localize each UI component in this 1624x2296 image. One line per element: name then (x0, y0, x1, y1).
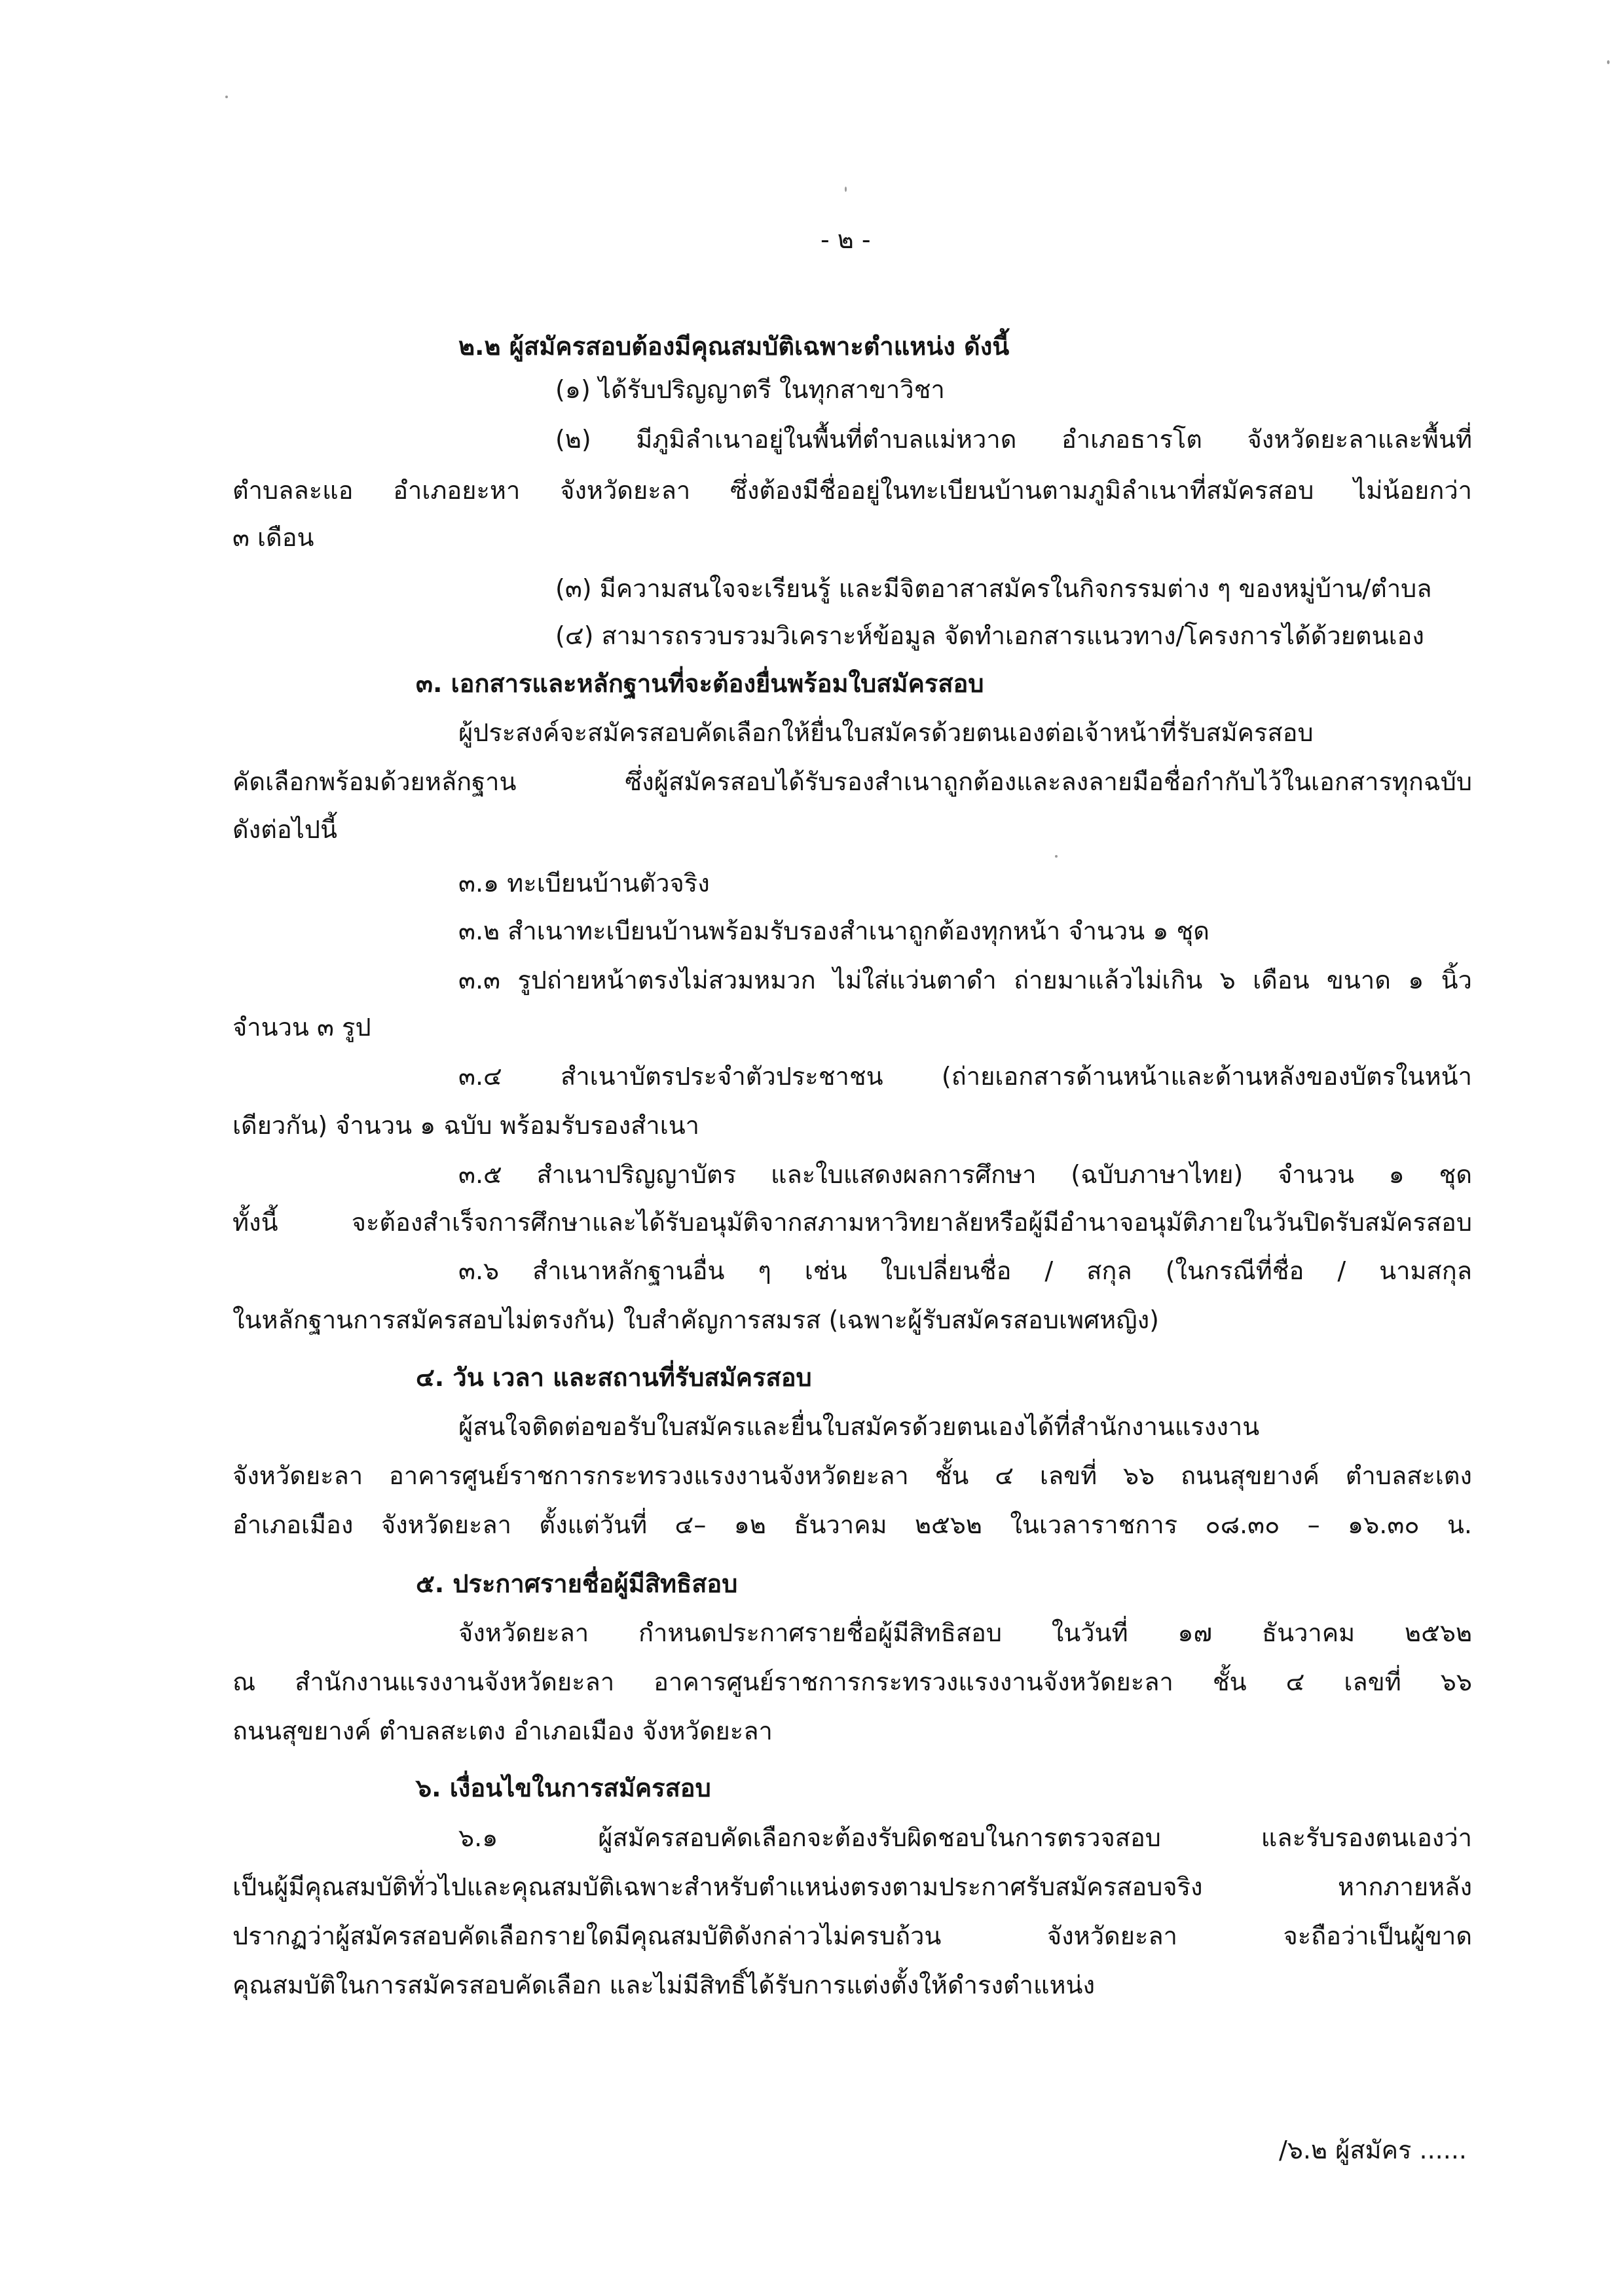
document-item-3-6-line-1: ๓.๖ สำเนาหลักฐานอื่น ๆ เช่น ใบเปลี่ยนชื่อ / สกุล (ในกรณีที่ชื่อ / นามสกุล (458, 1256, 1472, 1285)
condition-6-1-line-3: ปรากฏว่าผู้สมัครสอบคัดเลือกรายใดมีคุณสมบัติดังกล่าวไม่ครบถ้วน จังหวัดยะลา จะถือว่าเป็นผู้ขาด (232, 1922, 1472, 1950)
qualification-4: (๔) สามารถรวบรวมวิเคราะห์ข้อมูล จัดทำเอกสารแนวทาง/โครงการได้ด้วยตนเอง (555, 621, 1424, 650)
qualification-2-line-2: ตำบลละแอ อำเภอยะหา จังหวัดยะลา ซึ่งต้องมีชื่ออยู่ในทะเบียนบ้านตามภูมิลำเนาที่สมัครสอบ ไม่น้อยกว่า (232, 476, 1472, 505)
scan-speck (1607, 60, 1610, 64)
document-item-3-5-line-2: ทั้งนี้ จะต้องสำเร็จการศึกษาและได้รับอนุมัติจากสภามหาวิทยาลัยหรือผู้มีอำนาจอนุมัติภายในวันปิดรับสมัครสอบ (232, 1208, 1472, 1237)
section-3-para-line-1: ผู้ประสงค์จะสมัครสอบคัดเลือกให้ยื่นใบสมัครด้วยตนเองต่อเจ้าหน้าที่รับสมัครสอบ (458, 718, 1314, 747)
document-item-3-6-line-2: ในหลักฐานการสมัครสอบไม่ตรงกัน) ใบสำคัญการสมรส (เฉพาะผู้รับสมัครสอบเพศหญิง) (232, 1305, 1159, 1334)
section-3-heading: ๓. เอกสารและหลักฐานที่จะต้องยื่นพร้อมใบสมัครสอบ (416, 669, 984, 698)
section-4-para-line-3: อำเภอเมือง จังหวัดยะลา ตั้งแต่วันที่ ๔– ๑๒ ธันวาคม ๒๕๖๒ ในเวลาราชการ ๐๘.๓๐ – ๑๖.๓๐ น. (232, 1510, 1472, 1539)
document-item-3-5-line-1: ๓.๕ สำเนาปริญญาบัตร และใบแสดงผลการศึกษา (ฉบับภาษาไทย) จำนวน ๑ ชุด (458, 1160, 1472, 1189)
document-item-3-3-line-2: จำนวน ๓ รูป (232, 1013, 371, 1042)
section-5-para-line-2: ณ สำนักงานแรงงานจังหวัดยะลา อาคารศูนย์ราชการกระทรวงแรงงานจังหวัดยะลา ชั้น ๔ เลขที่ ๖๖ (232, 1667, 1472, 1696)
section-4-heading: ๔. วัน เวลา และสถานที่รับสมัครสอบ (416, 1363, 812, 1392)
qualification-1: (๑) ได้รับปริญญาตรี ในทุกสาขาวิชา (555, 375, 945, 404)
qualification-3: (๓) มีความสนใจจะเรียนรู้ และมีจิตอาสาสมัครในกิจกรรมต่าง ๆ ของหมู่บ้าน/ตำบล (555, 574, 1432, 603)
section-5-para-line-3: ถนนสุขยางค์ ตำบลสะเตง อำเภอเมือง จังหวัดยะลา (232, 1717, 773, 1745)
page-number: - ๒ - (821, 225, 871, 254)
qualification-2-line-3: ๓ เดือน (232, 523, 314, 552)
section-5-para-line-1: จังหวัดยะลา กำหนดประกาศรายชื่อผู้มีสิทธิสอบ ในวันที่ ๑๗ ธันวาคม ๒๕๖๒ (458, 1618, 1472, 1647)
condition-6-1-line-2: เป็นผู้มีคุณสมบัติทั่วไปและคุณสมบัติเฉพาะสำหรับตำแหน่งตรงตามประกาศรับสมัครสอบจริง หากภายหลัง (232, 1872, 1472, 1901)
section-3-para-line-3: ดังต่อไปนี้ (232, 815, 337, 844)
document-item-3-4-line-1: ๓.๔ สำเนาบัตรประจำตัวประชาชน (ถ่ายเอกสารด้านหน้าและด้านหลังของบัตรในหน้า (458, 1062, 1472, 1091)
section-4-para-line-2: จังหวัดยะลา อาคารศูนย์ราชการกระทรวงแรงงานจังหวัดยะลา ชั้น ๔ เลขที่ ๖๖ ถนนสุขยางค์ ตำบลสะเตง (232, 1461, 1472, 1490)
condition-6-1-line-4: คุณสมบัติในการสมัครสอบคัดเลือก และไม่มีสิทธิ์ได้รับการแต่งตั้งให้ดำรงตำแหน่ง (232, 1971, 1096, 1999)
document-item-3-3-line-1: ๓.๓ รูปถ่ายหน้าตรงไม่สวมหมวก ไม่ใส่แว่นตาดำ ถ่ายมาแล้วไม่เกิน ๖ เดือน ขนาด ๑ นิ้ว (458, 966, 1472, 994)
document-item-3-4-line-2: เดียวกัน) จำนวน ๑ ฉบับ พร้อมรับรองสำเนา (232, 1111, 700, 1140)
section-4-para-line-1: ผู้สนใจติดต่อขอรับใบสมัครและยื่นใบสมัครด้วยตนเองได้ที่สำนักงานแรงงาน (458, 1412, 1260, 1441)
section-2-2-heading: ๒.๒ ผู้สมัครสอบต้องมีคุณสมบัติเฉพาะตำแหน่ง ดังนี้ (458, 332, 1010, 361)
section-3-para-line-2: คัดเลือกพร้อมด้วยหลักฐาน ซึ่งผู้สมัครสอบได้รับรองสำเนาถูกต้องและลงลายมือชื่อกำกับไว้ในเอกสารทุกฉบับ (232, 767, 1472, 796)
document-item-3-1: ๓.๑ ทะเบียนบ้านตัวจริง (458, 869, 710, 898)
condition-6-1-line-1: ๖.๑ ผู้สมัครสอบคัดเลือกจะต้องรับผิดชอบในการตรวจสอบ และรับรองตนเองว่า (458, 1823, 1472, 1852)
scan-speck (1055, 855, 1058, 858)
section-6-heading: ๖. เงื่อนไขในการสมัครสอบ (416, 1774, 711, 1802)
scan-speck (845, 187, 847, 192)
qualification-2-line-1: (๒) มีภูมิลำเนาอยู่ในพื้นที่ตำบลแม่หวาด อำเภอธารโต จังหวัดยะลาและพื้นที่ (555, 425, 1472, 454)
document-item-3-2: ๓.๒ สำเนาทะเบียนบ้านพร้อมรับรองสำเนาถูกต้องทุกหน้า จำนวน ๑ ชุด (458, 917, 1209, 945)
scan-speck (225, 96, 228, 98)
continuation-note: /๖.๒ ผู้สมัคร ...... (1278, 2136, 1467, 2164)
section-5-heading: ๕. ประกาศรายชื่อผู้มีสิทธิสอบ (416, 1569, 738, 1598)
